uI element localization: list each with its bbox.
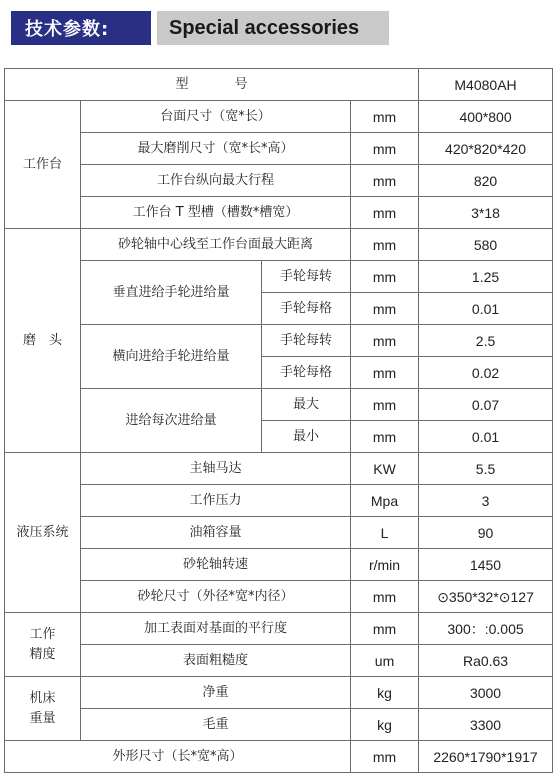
group-precision — [5, 613, 81, 677]
table-row — [5, 709, 553, 741]
spec-unit: mm — [351, 165, 419, 197]
spec-table — [4, 68, 553, 773]
spec-unit: r/min — [351, 549, 419, 581]
spec-unit: mm — [351, 581, 419, 613]
spec-value: 400*800 — [419, 101, 553, 133]
group-weight — [5, 677, 81, 741]
model-label-char-2: 号 — [234, 76, 248, 92]
spec-label: 油箱容量 — [81, 517, 351, 549]
spec-value: 5.5 — [419, 453, 553, 485]
spec-unit: mm — [351, 421, 419, 453]
table-row — [5, 677, 553, 709]
spec-unit: mm — [351, 325, 419, 357]
spec-value: 2.5 — [419, 325, 553, 357]
group-precision-line-1: 工作 — [29, 626, 56, 642]
table-row — [5, 485, 553, 517]
spec-value: 0.07 — [419, 389, 553, 421]
group-hydraulic: 液压系统 — [5, 453, 81, 613]
spec-unit: Mpa — [351, 485, 419, 517]
spec-unit: mm — [351, 133, 419, 165]
table-row — [5, 325, 553, 357]
spec-unit: mm — [351, 741, 419, 773]
group-head: 磨 头 — [5, 229, 81, 453]
header-title-cn: 技术参数: — [11, 11, 151, 45]
spec-label: 净重 — [81, 677, 351, 709]
spec-label: 表面粗糙度 — [81, 645, 351, 677]
spec-label: 外形尺寸（长*宽*高） — [5, 741, 351, 773]
table-row-model — [5, 69, 553, 101]
spec-value: ⊙350*32*⊙127 — [419, 581, 553, 613]
spec-label: 砂轮轴中心线至工作台面最大距离 — [81, 229, 351, 261]
spec-sublabel: 手轮每格 — [262, 293, 351, 325]
table-row — [5, 549, 553, 581]
table-row — [5, 517, 553, 549]
table-row — [5, 741, 553, 773]
header-title-en: Special accessories — [157, 11, 389, 45]
spec-label: 台面尺寸（宽*长） — [81, 101, 351, 133]
spec-sublabel: 手轮每转 — [262, 261, 351, 293]
model-label-char-1: 型 — [175, 76, 189, 92]
group-weight-line-2: 重量 — [29, 710, 56, 726]
spec-value: 90 — [419, 517, 553, 549]
table-row — [5, 389, 553, 421]
section-header — [11, 11, 389, 45]
spec-label: 砂轮尺寸（外径*宽*内径） — [81, 581, 351, 613]
group-weight-line-1: 机床 — [29, 690, 56, 706]
table-row — [5, 613, 553, 645]
spec-unit: um — [351, 645, 419, 677]
table-row — [5, 229, 553, 261]
spec-value: 3 — [419, 485, 553, 517]
spec-unit: kg — [351, 709, 419, 741]
spec-sublabel: 手轮每转 — [262, 325, 351, 357]
spec-unit: mm — [351, 261, 419, 293]
spec-label: 横向进给手轮进给量 — [81, 325, 262, 389]
spec-label: 加工表面对基面的平行度 — [81, 613, 351, 645]
spec-label: 主轴马达 — [81, 453, 351, 485]
spec-value: 3*18 — [419, 197, 553, 229]
spec-value: 2260*1790*1917 — [419, 741, 553, 773]
spec-label: 最大磨削尺寸（宽*长*高） — [81, 133, 351, 165]
table-row — [5, 453, 553, 485]
table-row — [5, 261, 553, 293]
spec-unit: mm — [351, 197, 419, 229]
spec-label: 垂直进给手轮进给量 — [81, 261, 262, 325]
model-label-cell — [5, 69, 419, 101]
spec-value: 1.25 — [419, 261, 553, 293]
table-row — [5, 101, 553, 133]
spec-unit: mm — [351, 613, 419, 645]
spec-value: 0.01 — [419, 293, 553, 325]
group-worktable: 工作台 — [5, 101, 81, 229]
spec-label: 毛重 — [81, 709, 351, 741]
spec-unit: mm — [351, 357, 419, 389]
spec-unit: mm — [351, 389, 419, 421]
spec-value: 1450 — [419, 549, 553, 581]
spec-unit: KW — [351, 453, 419, 485]
spec-label: 工作压力 — [81, 485, 351, 517]
model-value: M4080AH — [419, 69, 553, 101]
spec-value: 580 — [419, 229, 553, 261]
table-row — [5, 165, 553, 197]
table-row — [5, 133, 553, 165]
spec-unit: mm — [351, 293, 419, 325]
spec-value: 420*820*420 — [419, 133, 553, 165]
group-precision-line-2: 精度 — [29, 646, 56, 662]
spec-sublabel: 最大 — [262, 389, 351, 421]
spec-value: 3000 — [419, 677, 553, 709]
table-row — [5, 581, 553, 613]
table-row — [5, 645, 553, 677]
spec-value: 0.02 — [419, 357, 553, 389]
spec-unit: L — [351, 517, 419, 549]
spec-sublabel: 最小 — [262, 421, 351, 453]
spec-value: Ra0.63 — [419, 645, 553, 677]
spec-unit: mm — [351, 101, 419, 133]
spec-value: 820 — [419, 165, 553, 197]
spec-value: 3300 — [419, 709, 553, 741]
spec-unit: kg — [351, 677, 419, 709]
spec-label: 进给每次进给量 — [81, 389, 262, 453]
spec-label: 工作台纵向最大行程 — [81, 165, 351, 197]
spec-label: 砂轮轴转速 — [81, 549, 351, 581]
table-row — [5, 197, 553, 229]
spec-unit: mm — [351, 229, 419, 261]
spec-value: 300：:0.005 — [419, 613, 553, 645]
spec-value: 0.01 — [419, 421, 553, 453]
spec-sublabel: 手轮每格 — [262, 357, 351, 389]
spec-label: 工作台 T 型槽（槽数*槽宽） — [81, 197, 351, 229]
